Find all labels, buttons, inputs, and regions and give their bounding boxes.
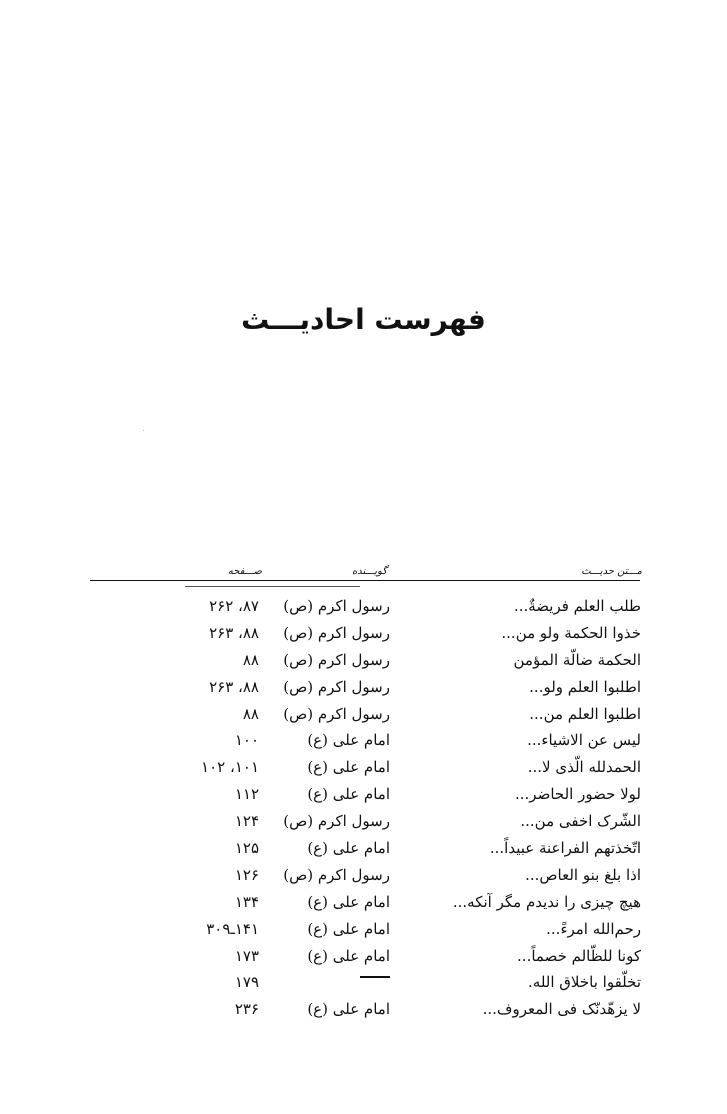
table-row bbox=[0, 755, 727, 782]
speaker: رسول اکرم (ص) bbox=[283, 677, 390, 696]
hadith-index-list bbox=[0, 594, 727, 1024]
table-row bbox=[0, 648, 727, 675]
table-row bbox=[0, 702, 727, 729]
hadith-text: لا یزهّدنّک فی المعروف... bbox=[482, 1000, 641, 1019]
hadith-text: رحم‌الله امرءً... bbox=[546, 919, 641, 938]
page-numbers: ۸۷، ۲۶۲ bbox=[209, 597, 259, 615]
speaker: امام علی (ع) bbox=[307, 839, 390, 858]
speaker: امام علی (ع) bbox=[307, 919, 390, 938]
hadith-text: هیچ چیزی را ندیدم مگر آنکه... bbox=[452, 892, 641, 911]
page-numbers: ۱۴۱ـ۳۰۹ bbox=[206, 919, 259, 938]
page-numbers: ۸۸ bbox=[242, 704, 259, 723]
hadith-text: اطلبوا العلم من... bbox=[529, 704, 641, 723]
table-row bbox=[0, 782, 727, 809]
page-numbers: ۱۲۴ bbox=[234, 812, 259, 831]
hadith-text: الحکمة ضالّة المؤمن bbox=[513, 650, 641, 669]
page-numbers: ۱۲۵ bbox=[234, 839, 259, 858]
table-row bbox=[0, 997, 727, 1024]
page-numbers: ۱۲۶ bbox=[234, 865, 259, 884]
table-row bbox=[0, 863, 727, 890]
speaker: رسول اکرم (ص) bbox=[283, 865, 390, 884]
header-page: صـــفحه bbox=[227, 566, 262, 577]
table-row bbox=[0, 890, 727, 917]
speaker: رسول اکرم (ص) bbox=[283, 597, 390, 615]
table-row bbox=[0, 809, 727, 836]
page-numbers: ۱۳۴ bbox=[234, 892, 259, 911]
table-row bbox=[0, 728, 727, 755]
table-row bbox=[0, 917, 727, 944]
dash-mark bbox=[360, 976, 390, 978]
hadith-text: لولا حضور الحاضر... bbox=[515, 785, 641, 804]
table-row bbox=[0, 675, 727, 702]
header-speaker: گویـــنده bbox=[351, 566, 387, 577]
speaker: رسول اکرم (ص) bbox=[283, 623, 390, 642]
hadith-text: اطلبوا العلم ولو... bbox=[529, 677, 641, 696]
speaker: رسول اکرم (ص) bbox=[283, 704, 390, 723]
table-header bbox=[0, 563, 727, 581]
hadith-text: خذوا الحکمة ولو من... bbox=[501, 623, 641, 642]
hadith-text: تخلّقوا باخلاق الله. bbox=[528, 973, 641, 992]
speaker: امام علی (ع) bbox=[307, 1000, 390, 1019]
speaker: امام علی (ع) bbox=[307, 946, 390, 965]
speaker: امام علی (ع) bbox=[307, 785, 390, 804]
page-numbers: ۱۷۹ bbox=[234, 973, 259, 992]
page-numbers: ۱۱۲ bbox=[234, 785, 259, 804]
hadith-text: طلب العلم فریضةٌ... bbox=[513, 597, 641, 615]
table-row bbox=[0, 836, 727, 863]
header-divider-secondary bbox=[185, 586, 360, 587]
hadith-text: لیس عن الاشیاء... bbox=[527, 731, 641, 750]
page-title: فهرست احادیـــث bbox=[241, 303, 486, 336]
hadith-text: الشّرک اخفی من... bbox=[520, 812, 641, 831]
speaker: امام علی (ع) bbox=[307, 731, 390, 750]
page-numbers: ۱۰۱، ۱۰۲ bbox=[201, 758, 259, 777]
page-numbers: ۱۰۰ bbox=[234, 731, 259, 750]
page-numbers: ۸۸ bbox=[242, 650, 259, 669]
speaker: رسول اکرم (ص) bbox=[283, 812, 390, 831]
header-hadith-text: مـــتن حدیـــث bbox=[581, 566, 642, 577]
table-row bbox=[0, 970, 727, 997]
hadith-text: اذا بلغ بنو العاص... bbox=[525, 865, 641, 884]
page-numbers: ۱۷۳ bbox=[234, 946, 259, 965]
table-row bbox=[0, 594, 727, 621]
page-numbers: ۸۸، ۲۶۳ bbox=[209, 623, 259, 642]
table-row bbox=[0, 621, 727, 648]
speaker: امام علی (ع) bbox=[307, 758, 390, 777]
speaker: رسول اکرم (ص) bbox=[283, 650, 390, 669]
scan-speck bbox=[143, 430, 144, 431]
page-numbers: ۸۸، ۲۶۳ bbox=[209, 677, 259, 696]
hadith-text: کونا للظّالم خصماً... bbox=[517, 946, 641, 965]
header-divider bbox=[90, 580, 640, 581]
hadith-text: اتّخذتهم الفراعنة عبیداً... bbox=[489, 839, 641, 858]
hadith-text: الحمدلله الّذی لا... bbox=[527, 758, 641, 777]
speaker: امام علی (ع) bbox=[307, 892, 390, 911]
page-numbers: ۲۳۶ bbox=[234, 1000, 259, 1019]
table-row bbox=[0, 944, 727, 971]
